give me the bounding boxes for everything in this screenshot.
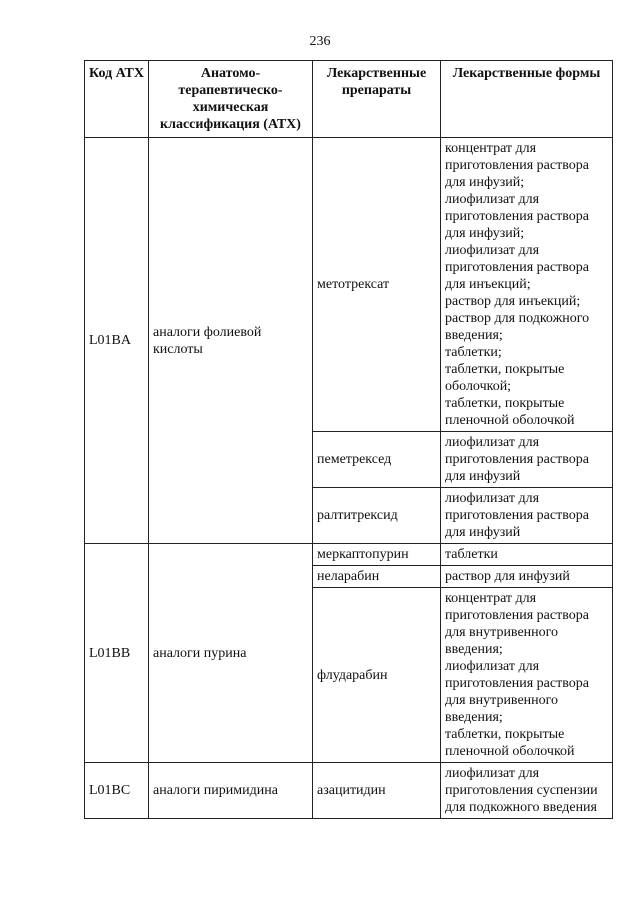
drug-name-cell: метотрексат xyxy=(313,138,441,432)
drug-form-item: лиофилизат для приготовления раствора для инфузий xyxy=(445,491,589,540)
header-code: Код АТХ xyxy=(85,61,149,138)
atx-code-cell: L01BC xyxy=(85,763,149,819)
header-classification: Анатомо-терапевтическо-химическая классификация (АТХ) xyxy=(149,61,313,138)
drug-form-item: лиофилизат для приготовления раствора для инфузий xyxy=(445,435,589,484)
drug-form-item: таблетки, покрытые оболочкой; xyxy=(445,362,565,394)
table-row xyxy=(85,763,613,819)
header-drugs: Лекарственные препараты xyxy=(313,61,441,138)
drug-forms-cell xyxy=(441,488,613,544)
drug-forms-cell xyxy=(441,544,613,566)
header-forms: Лекарственные формы xyxy=(441,61,613,138)
table-row xyxy=(85,544,613,566)
atx-group-name-cell: аналоги пурина xyxy=(149,544,313,763)
drug-name-cell: азацитидин xyxy=(313,763,441,819)
atx-code-cell: L01BA xyxy=(85,138,149,544)
atx-code-cell: L01BB xyxy=(85,544,149,763)
drug-forms-cell xyxy=(441,138,613,432)
table-row xyxy=(85,138,613,432)
drug-form-item: таблетки, покрытые пленочной оболочкой xyxy=(445,396,575,428)
drug-name-cell: флударабин xyxy=(313,588,441,763)
drug-form-item: раствор для инъекций; xyxy=(445,294,581,309)
drug-form-item: раствор для инфузий xyxy=(445,569,570,584)
drug-name-cell: ралтитрексид xyxy=(313,488,441,544)
drug-form-item: таблетки xyxy=(445,547,498,562)
drug-form-item: лиофилизат для приготовления суспензии для подкожного введения xyxy=(445,766,598,815)
drug-form-item: лиофилизат для приготовления раствора для внутривенного введения; xyxy=(445,659,589,725)
atx-drug-table xyxy=(84,60,613,819)
drug-form-item: раствор для подкожного введения; xyxy=(445,311,590,343)
page-number: 236 xyxy=(309,34,331,49)
table-header-row xyxy=(85,61,613,138)
drug-name-cell: меркаптопурин xyxy=(313,544,441,566)
drug-form-item: таблетки, покрытые пленочной оболочкой xyxy=(445,727,575,759)
drug-form-item: таблетки; xyxy=(445,345,502,360)
drug-form-item: концентрат для приготовления раствора для внутривенного введения; xyxy=(445,591,589,657)
drug-forms-cell xyxy=(441,566,613,588)
drug-form-item: лиофилизат для приготовления раствора для инъекций; xyxy=(445,243,589,292)
drug-name-cell: неларабин xyxy=(313,566,441,588)
atx-group-name-cell: аналоги пиримидина xyxy=(149,763,313,819)
drug-forms-cell xyxy=(441,763,613,819)
drug-form-item: концентрат для приготовления раствора для инфузий; xyxy=(445,141,589,190)
drug-name-cell: пеметрексед xyxy=(313,432,441,488)
drug-form-item: лиофилизат для приготовления раствора для инфузий; xyxy=(445,192,589,241)
drug-forms-cell xyxy=(441,588,613,763)
atx-group-name-cell: аналоги фолиевой кислоты xyxy=(149,138,313,544)
drug-forms-cell xyxy=(441,432,613,488)
